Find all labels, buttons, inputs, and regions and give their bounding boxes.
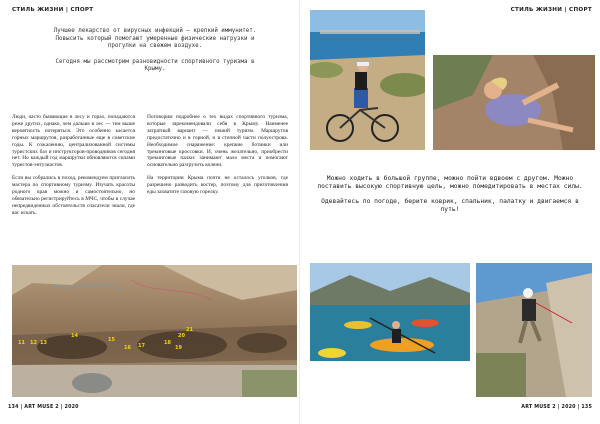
lead-paragraph-2: Сегодня мы рассмотрим разновидности спортивного туризма в Крыму. <box>55 58 255 73</box>
climbing-wall-photo <box>12 265 297 397</box>
quote-paragraph-2: Одевайтесь по погоде, берите коврик, спальник, палатку и двигаемся в путь! <box>321 197 579 214</box>
lead-paragraph-1: Лучшее лекарство от вирусных инфекций — крепкий иммунитет. Повысить который помогают умеренные физические нагрузки и прогулки на свежем воздухе. <box>53 28 257 50</box>
article-column-2 <box>147 114 288 202</box>
rope-climbing-photo <box>476 263 592 397</box>
right-page-header: СТИЛЬ ЖИЗНИ | СПОРТ <box>510 7 592 13</box>
route-number: 13 <box>40 340 47 346</box>
route-number: 12 <box>30 340 37 346</box>
article-column-1 <box>12 114 135 223</box>
pull-quote <box>312 175 588 221</box>
kayaking-photo <box>310 263 470 361</box>
column-2-paragraph-1: Поговорим подробнее о тех видах спортивного туризма, которые зарекомендовали себя в Крыму. Наименее затратный вариант — пеший туризм. Маршрутов предостаточно и в горной, и в степной части полуострова. Необходимое снаряжение: крепкие ботинки или трекинговые кроссовки. И, очень желательно, приобрести трекинговые палки: занимают мало места и помогают основательно разгрузить колени. <box>147 114 288 169</box>
column-2-paragraph-2: На территории Крыма почти не осталось уголков, где разрешено разводить костер, поэтому для приготовления еды захватите газовую горелку. <box>147 175 288 196</box>
lead-intro <box>45 28 265 82</box>
route-number: 21 <box>186 327 193 333</box>
right-page <box>300 0 600 424</box>
route-number: 15 <box>108 337 115 343</box>
column-1-paragraph-1: Люди, часто бывающие в лесу и горах, попадаются реже других, однако, чем дальше в лес — тем выше вероятность потеряться. Это особенно касается горных маршрутов, разработанные еще в советские годы. К сожалению, централизованной системы туристских баз и инструкторов-проводников сегодня нет. Но каждый год маршрутки обновляются силами туристов-энтузиастов. <box>12 114 135 169</box>
route-number: 19 <box>175 345 182 351</box>
left-page-header: СТИЛЬ ЖИЗНИ | СПОРТ <box>12 7 94 13</box>
route-number: 16 <box>124 345 131 351</box>
quote-paragraph-1: Можно ходить в большой группе, можно пойти вдвоем с другом. Можно поставить высокую спортивную цель, можно помедитировать в местах силы. <box>317 175 583 191</box>
route-number: 18 <box>164 340 171 346</box>
bouldering-photo <box>433 55 595 150</box>
route-number: 20 <box>178 333 185 339</box>
right-page-footer: ART MUSE 2 | 2020 | 135 <box>521 405 592 410</box>
route-number: 14 <box>71 333 78 339</box>
column-1-paragraph-2: Если вы собрались в поход, рекомендуем пригласить мастера по спортивному туризму. Изучать красоты родного края можно и самостоятельно, но обязательно регистрируйтесь в МЧС, чтобы в случае непредвиденных обстоятельств спасатели знали, где вас искать. <box>12 175 135 216</box>
cyclist-photo <box>310 10 425 150</box>
route-number: 17 <box>138 343 145 349</box>
route-number: 11 <box>18 340 25 346</box>
left-page-footer: 134 | ART MUSE 2 | 2020 <box>8 405 79 410</box>
